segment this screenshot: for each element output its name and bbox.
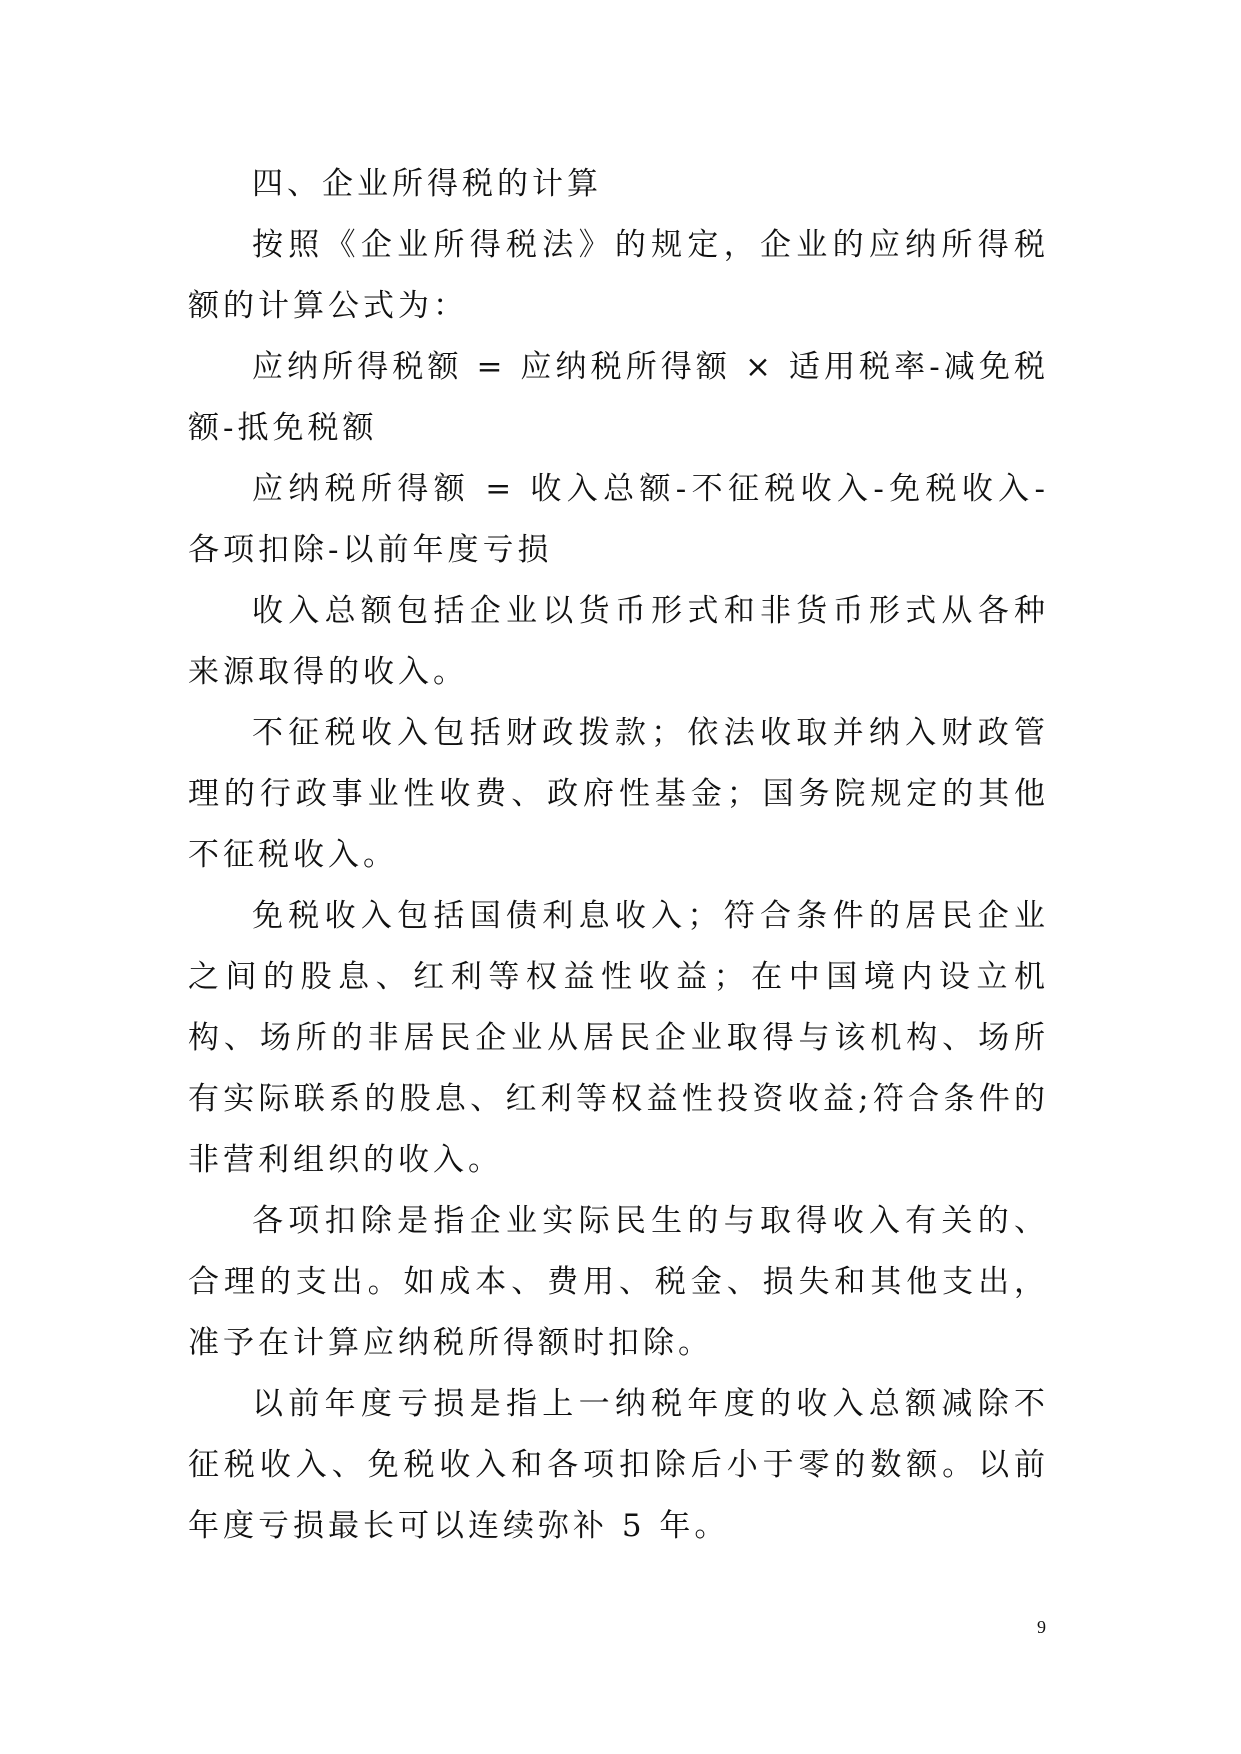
paragraph-total-income: 收入总额包括企业以货币形式和非货币形式从各种来源取得的收入。 <box>188 593 1049 690</box>
paragraph-prior-year-losses: 以前年度亏损是指上一纳税年度的收入总额减除不征税收入、免税收入和各项扣除后小于零的数额。以前年度亏损最长可以连续弥补 5 年。 <box>188 1386 1049 1544</box>
paragraph-deductions: 各项扣除是指企业实际民生的与取得收入有关的、合理的支出。如成本、费用、税金、损失和其他支出，准予在计算应纳税所得额时扣除。 <box>188 1203 1049 1361</box>
paragraph-intro: 按照《企业所得税法》的规定，企业的应纳所得税额的计算公式为： <box>188 227 1049 324</box>
page-number: 9 <box>1037 1617 1046 1637</box>
formula-taxable-income: 应纳税所得额 = 收入总额-不征税收入-免税收入-各项扣除-以前年度亏损 <box>188 471 1049 568</box>
paragraph-tax-exempt-income: 免税收入包括国债利息收入；符合条件的居民企业之间的股息、红利等权益性收益；在中国境内设立机构、场所的非居民企业从居民企业取得与该机构、场所有实际联系的股息、红利等权益性投资收益;符合条件的非营利组织的收入。 <box>188 898 1049 1178</box>
paragraph-non-taxable-income: 不征税收入包括财政拨款；依法收取并纳入财政管理的行政事业性收费、政府性基金；国务院规定的其他不征税收入。 <box>188 715 1049 873</box>
formula-tax-payable: 应纳所得税额 = 应纳税所得额 × 适用税率-减免税额-抵免税额 <box>188 349 1049 446</box>
section-heading: 四、企业所得税的计算 <box>252 166 602 202</box>
document-body <box>188 154 1049 1557</box>
